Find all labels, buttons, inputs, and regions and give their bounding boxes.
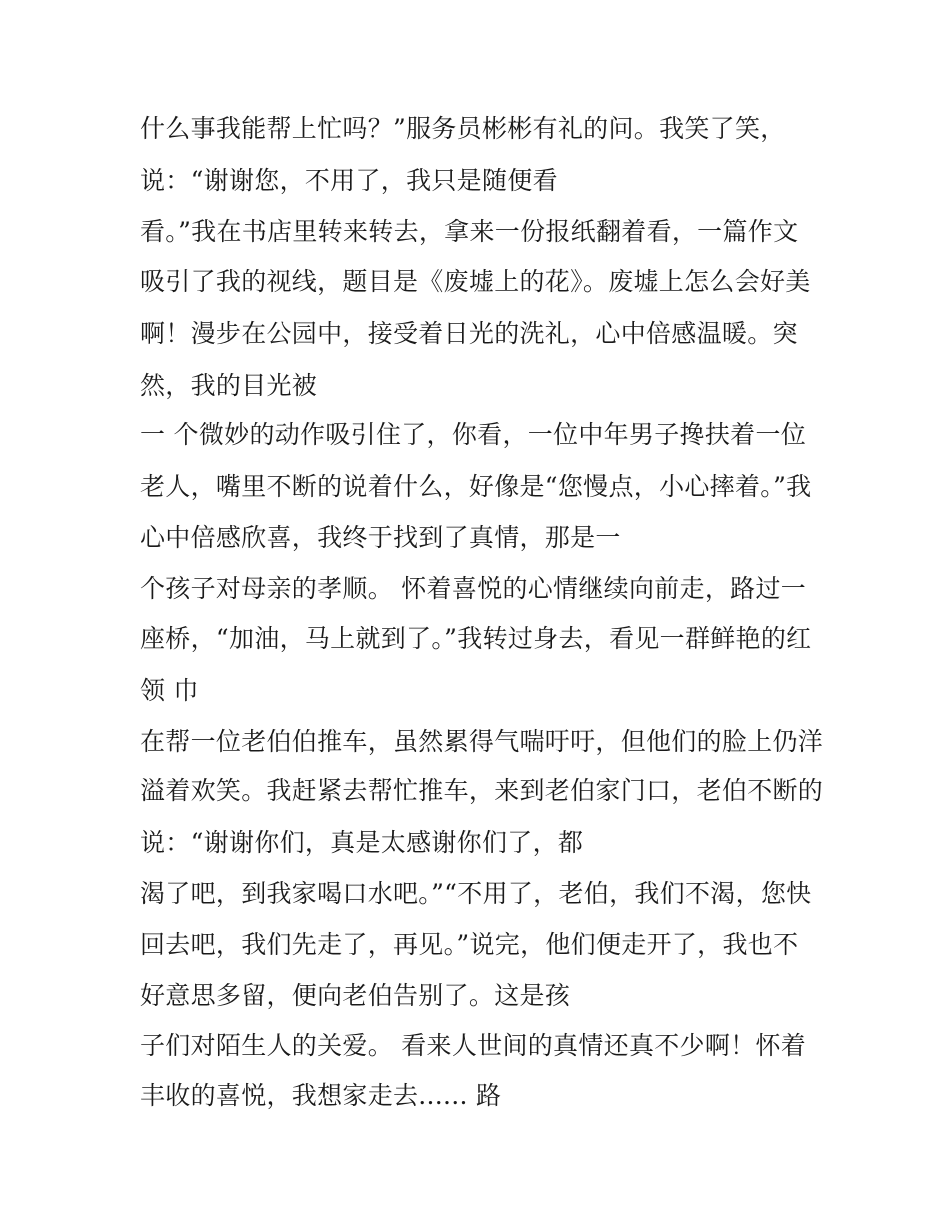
- text-line: 啊！漫步在公园中，接受着日光的洗礼，心中倍感温暖。突: [140, 319, 798, 348]
- text-line: 吸引了我的视线，题目是《废墟上的花》。废墟上怎么会好美: [140, 267, 811, 296]
- text-line: 丰收的喜悦，我想家走去...... 路: [140, 1081, 502, 1110]
- text-line: 渴了吧，到我家喝口水吧。”“不用了，老伯，我们不渴，您快: [140, 879, 812, 908]
- text-line: 看。”我在书店里转来转去，拿来一份报纸翻着看，一篇作文: [140, 217, 799, 246]
- text-line: 好意思多留，便向老伯告别了。这是孩: [140, 981, 571, 1010]
- text-line: 说：“谢谢您，不用了，我只是随便看: [140, 166, 558, 195]
- text-line: 说：“谢谢你们，真是太感谢你们了，都: [140, 828, 584, 857]
- text-line: 什么事我能帮上忙吗？”服务员彬彬有礼的问。我笑了笑，: [140, 114, 786, 143]
- text-line: 然，我的目光被: [140, 371, 318, 400]
- text-line: 在帮一位老伯伯推车，虽然累得气喘吁吁，但他们的脸上仍洋: [140, 727, 824, 756]
- text-line: 座桥，“加油，马上就到了。”我转过身去，看见一群鲜艳的红: [140, 624, 812, 653]
- text-line: 老人，嘴里不断的说着什么，好像是“您慢点，小心摔着。”我: [140, 472, 812, 501]
- text-line: 回去吧，我们先走了，再见。”说完，他们便走开了，我也不: [140, 930, 799, 959]
- text-line: 溢着欢笑。我赶紧去帮忙推车，来到老伯家门口，老伯不断的: [140, 776, 824, 805]
- text-line: 子们对陌生人的关爱。 看来人世间的真情还真不少啊！怀着: [140, 1031, 807, 1060]
- text-line: 领 巾: [140, 676, 199, 705]
- text-line: 一 个微妙的动作吸引住了，你看，一位中年男子搀扶着一位: [140, 420, 807, 449]
- text-line: 个孩子对母亲的孝顺。 怀着喜悦的心情继续向前走，路过一: [140, 574, 807, 603]
- text-line: 心中倍感欣喜，我终于找到了真情，那是一: [140, 523, 621, 552]
